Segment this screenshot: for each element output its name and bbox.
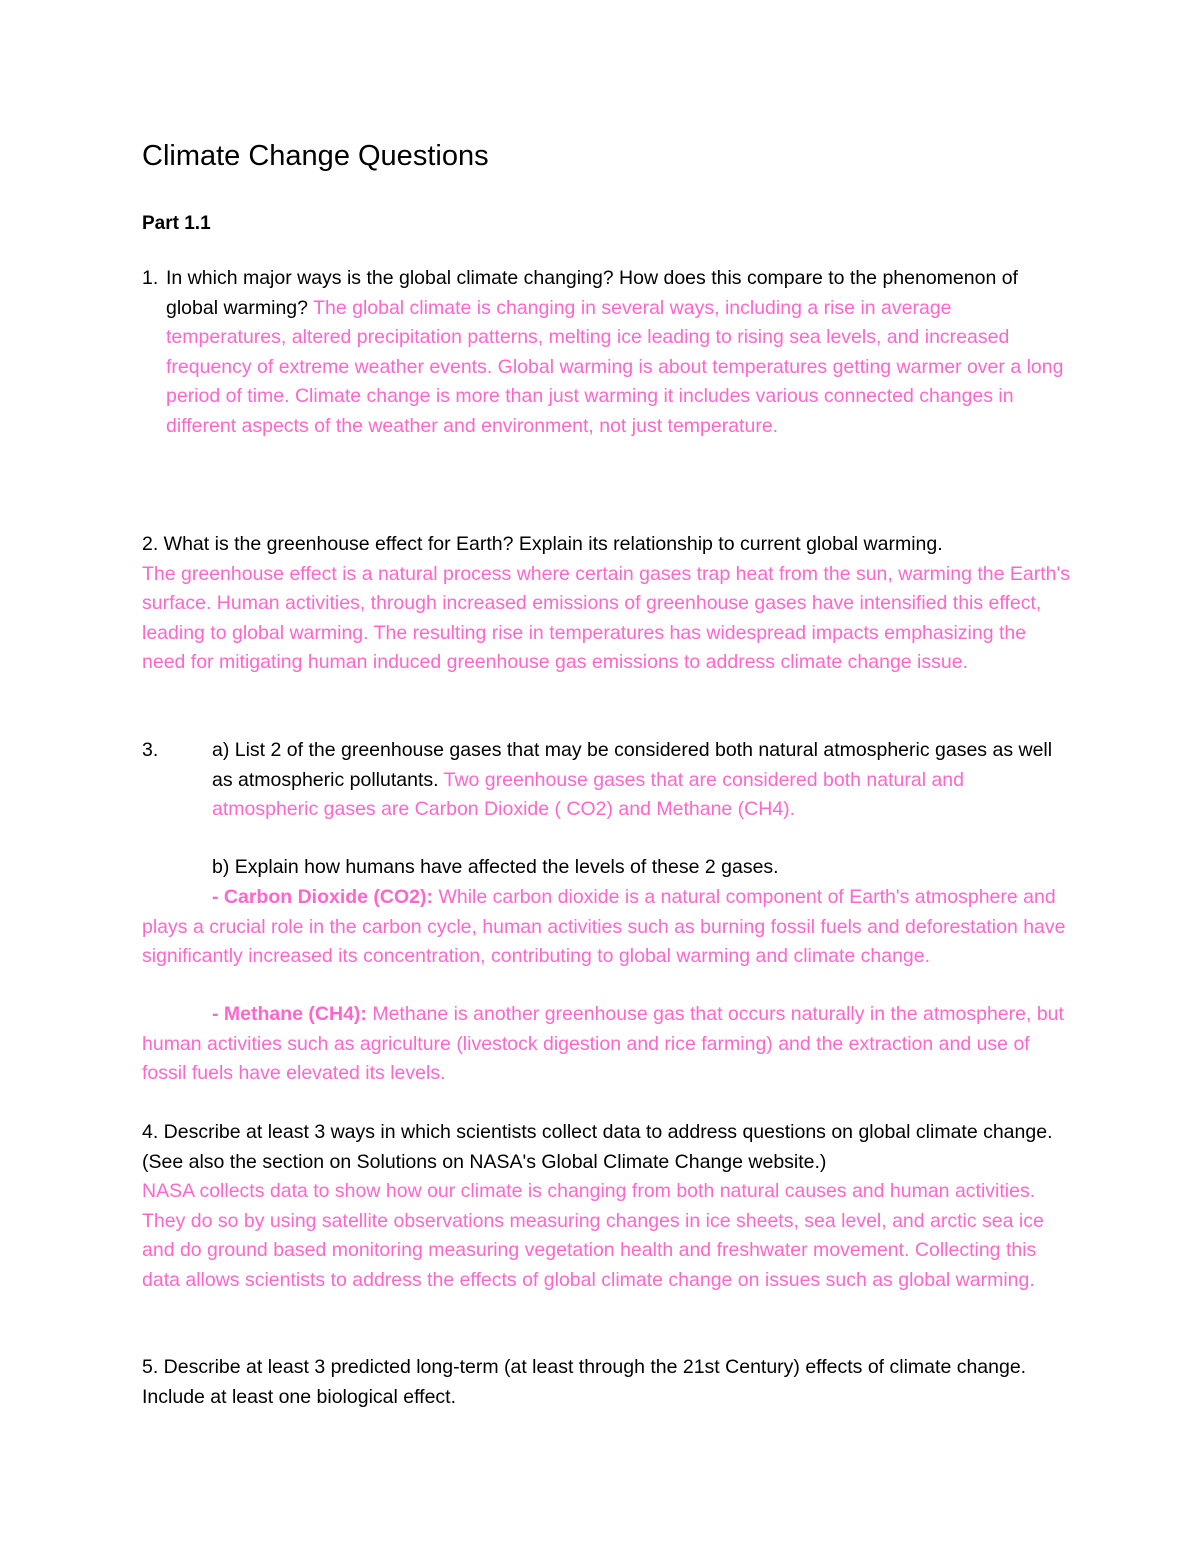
document-title: Climate Change Questions xyxy=(142,140,489,172)
q5-question: 5. Describe at least 3 predicted long-term (at least through the 21st Century) effects of climate change. Include at least one biological effect. xyxy=(142,1356,1027,1408)
q3a-answer: Two greenhouse gases that are considered both natural and atmospheric gases are Carbon Dioxide ( CO2) and Methane (CH4). xyxy=(212,768,964,820)
co2-text: While carbon dioxide is a natural component of Earth's atmosphere and plays a crucial role in the carbon cycle, human activities such as burning fossil fuels and deforestation have significantly increased its concentration, contributing to global warming and climate change. xyxy=(142,886,1066,967)
q4-question: 4. Describe at least 3 ways in which scientists collect data to address questions on global climate change. (See also the section on Solutions on NASA's Global Climate Change website.) xyxy=(142,1121,1053,1173)
part-heading: Part 1.1 xyxy=(142,213,211,234)
q4-block xyxy=(142,1118,1072,1295)
q3a-block xyxy=(212,736,1072,825)
q1-answer: The global climate is changing in several ways, including a rise in average temperatures, altered precipitation patterns, melting ice leading to rising sea levels, and increased frequency of extreme weather events. Global warming is about temperatures getting warmer over a long period of time. Climate change is more than just warming it includes various connected changes in different aspects of the weather and environment, not just temperature. xyxy=(166,296,1064,437)
q2-question: 2. What is the greenhouse effect for Earth? Explain its relationship to current global warming. xyxy=(142,533,943,555)
q4-answer: NASA collects data to show how our climate is changing from both natural causes and human activities. They do so by using satellite observations measuring changes in ice sheets, sea level, and arctic sea ice and do ground based monitoring measuring vegetation health and freshwater movement. Collecting this data allows scientists to address the effects of global climate change on issues such as global warming. xyxy=(142,1180,1044,1291)
q3-number: 3. xyxy=(142,739,159,761)
co2-label: - Carbon Dioxide (CO2): xyxy=(212,886,434,908)
ch4-label: - Methane (CH4): xyxy=(212,1003,367,1025)
q1-block xyxy=(166,264,1066,441)
q2-block xyxy=(142,530,1072,678)
q3a-question: a) List 2 of the greenhouse gases that may be considered both natural atmospheric gases as well as atmospheric pollutants. xyxy=(212,739,1053,791)
q3b-co2-block xyxy=(142,883,1072,972)
ch4-text: Methane is another greenhouse gas that occurs naturally in the atmosphere, but human activities such as agriculture (livestock digestion and rice farming) and the extraction and use of fossil fuels have elevated its levels. xyxy=(142,1003,1064,1084)
q3b-question: b) Explain how humans have affected the levels of these 2 gases. xyxy=(212,856,779,878)
q1-question: In which major ways is the global climate changing? How does this compare to the phenomenon of global warming? xyxy=(166,267,1018,319)
q1-number: 1. xyxy=(142,267,159,289)
q2-answer: The greenhouse effect is a natural process where certain gases trap heat from the sun, warming the Earth's surface. Human activities, through increased emissions of greenhouse gases have intensified this effect, leading to global warming. The resulting rise in temperatures has widespread impacts emphasizing the need for mitigating human induced greenhouse gas emissions to address climate change issue. xyxy=(142,562,1070,673)
q3b-ch4-block xyxy=(142,1000,1072,1089)
